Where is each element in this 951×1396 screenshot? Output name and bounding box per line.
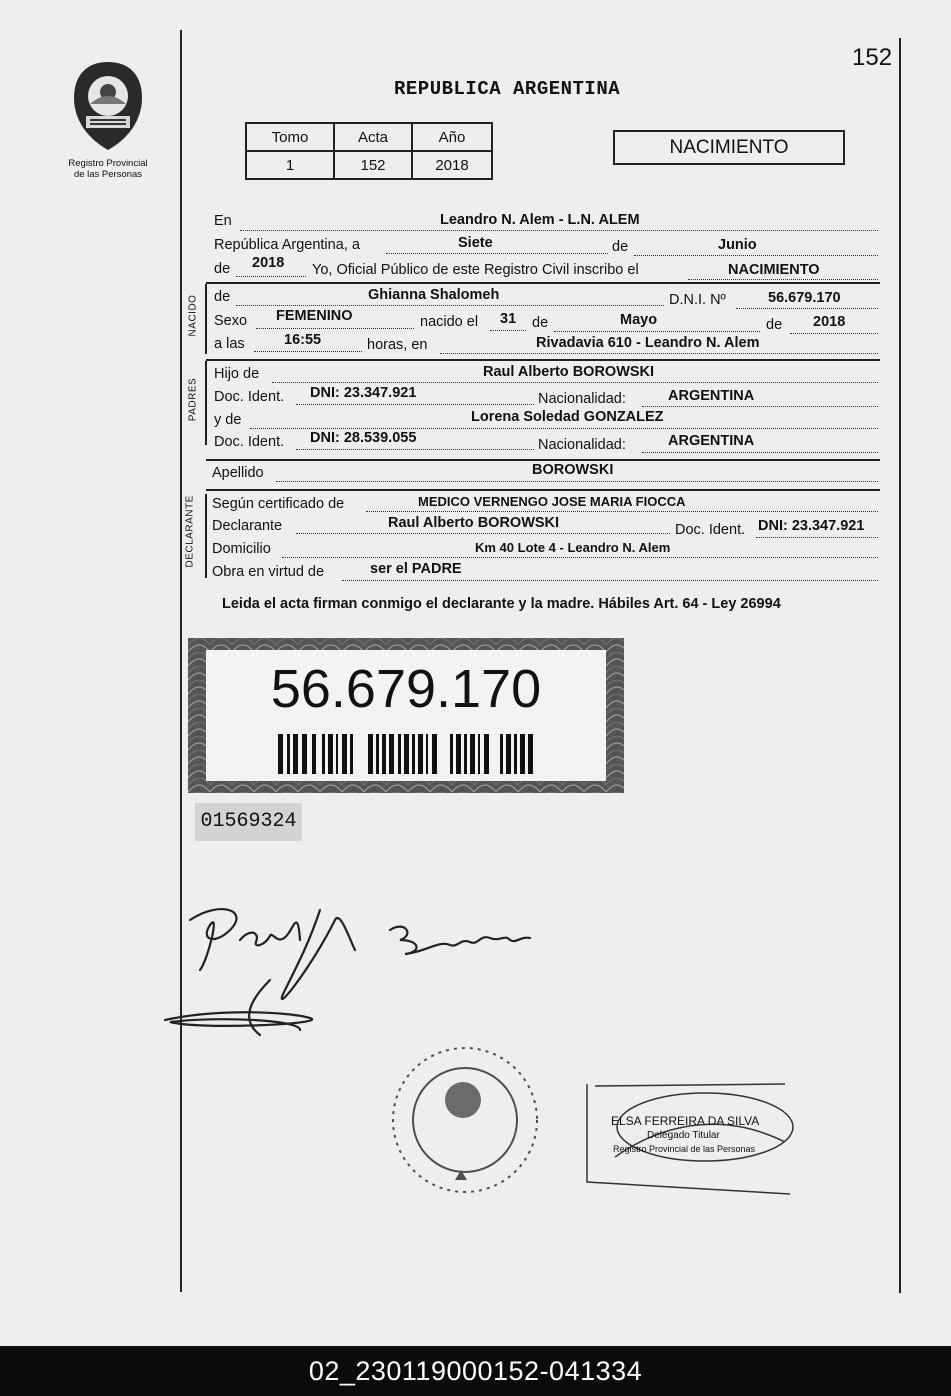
- declarante-section-label: DECLARANTE: [184, 495, 196, 568]
- declarante-doc: DNI: 23.347.921: [758, 518, 865, 534]
- dotted-line: [236, 276, 306, 277]
- obra-value: ser el PADRE: [370, 561, 462, 577]
- official-name-stamp: [585, 1082, 797, 1200]
- section-separator: [206, 359, 880, 361]
- closing-text: Leida el acta firman conmigo el declarante y la madre. Hábiles Art. 64 - Ley 26994: [222, 596, 781, 612]
- mother-doc-label: Doc. Ident.: [214, 434, 285, 450]
- en-value: Leandro N. Alem - L.N. ALEM: [440, 212, 640, 228]
- dotted-line: [756, 537, 878, 538]
- section-bracket: [205, 494, 207, 578]
- de-label-byear: de: [766, 317, 783, 333]
- mother-nationality: ARGENTINA: [668, 433, 755, 449]
- sexo-label: Sexo: [214, 313, 248, 329]
- document-title: REPUBLICA ARGENTINA: [394, 78, 621, 100]
- birth-day: 31: [500, 311, 517, 327]
- en-label: En: [214, 213, 232, 229]
- certificado-value: MEDICO VERNENGO JOSE MARIA FIOCCA: [418, 494, 686, 509]
- dotted-line: [254, 351, 362, 352]
- certificado-label: Según certificado de: [212, 496, 345, 512]
- dni-label: D.N.I. Nº: [669, 292, 726, 308]
- dotted-line: [440, 353, 878, 354]
- dni-sticker: [188, 638, 624, 793]
- official-role: Delegado Titular: [647, 1130, 720, 1141]
- day-value: Siete: [458, 235, 493, 251]
- hijo-label: Hijo de: [214, 366, 260, 382]
- table-header-tomo: Tomo: [246, 123, 334, 151]
- apellido-value: BOROWSKI: [532, 462, 614, 478]
- official-office: Registro Provincial de las Personas: [613, 1144, 756, 1154]
- declarant-signature: [160, 890, 580, 1060]
- domicilio-value: Km 40 Lote 4 - Leandro N. Alem: [475, 540, 671, 555]
- birth-time: 16:55: [284, 332, 322, 348]
- dotted-line: [282, 557, 878, 558]
- mother-nationality-label: Nacionalidad:: [538, 437, 626, 453]
- dotted-line: [256, 328, 414, 329]
- serial-number: 01569324: [195, 803, 302, 841]
- dotted-line: [236, 305, 664, 306]
- yo-label: Yo, Oficial Público de este Registro Civil inscribo el: [312, 262, 639, 278]
- de-label-month: de: [532, 315, 549, 331]
- father-name: Raul Alberto BOROWSKI: [483, 364, 655, 380]
- domicilio-label: Domicilio: [212, 541, 271, 557]
- birth-month: Mayo: [620, 312, 658, 328]
- dotted-line: [276, 481, 878, 482]
- padres-section-label: PADRES: [187, 377, 199, 422]
- section-separator: [206, 282, 880, 284]
- birth-place: Rivadavia 610 - Leandro N. Alem: [536, 335, 760, 351]
- dotted-line: [642, 452, 878, 453]
- de-label: de: [612, 239, 629, 255]
- dotted-line: [490, 330, 526, 331]
- declarante-value: Raul Alberto BOROWSKI: [388, 515, 560, 531]
- horas-label: horas, en: [367, 337, 428, 353]
- left-margin-line: [180, 30, 182, 1292]
- dotted-line: [240, 230, 878, 231]
- dotted-line: [634, 255, 878, 256]
- table-value-acta: 152: [334, 151, 412, 179]
- page-number: 152: [852, 44, 893, 71]
- logo-caption-line1: Registro Provincial: [68, 158, 148, 169]
- footer-id-bar: 02_230119000152-041334: [0, 1346, 951, 1396]
- record-type-box: NACIMIENTO: [613, 130, 845, 165]
- father-nationality-label: Nacionalidad:: [538, 391, 626, 407]
- official-name: ELSA FERREIRA DA SILVA: [611, 1114, 760, 1128]
- dotted-line: [736, 308, 878, 309]
- nacido-section-label: NACIDO: [187, 294, 199, 337]
- right-margin-line: [899, 38, 901, 1293]
- section-bracket: [205, 361, 207, 445]
- dotted-line: [386, 253, 608, 254]
- barcode-icon: [278, 734, 538, 774]
- dni-sticker-panel: [206, 650, 606, 781]
- obra-label: Obra en virtud de: [212, 564, 325, 580]
- stamp-frame-icon: [585, 1082, 797, 1200]
- table-header-acta: Acta: [334, 123, 412, 151]
- apellido-label: Apellido: [212, 465, 264, 481]
- nacido-el-label: nacido el: [420, 314, 479, 330]
- dotted-line: [342, 580, 878, 581]
- table-header-ano: Año: [412, 123, 492, 151]
- province-seal-icon: [68, 58, 148, 154]
- birth-year: 2018: [813, 314, 846, 330]
- father-nationality: ARGENTINA: [668, 388, 755, 404]
- month-value: Junio: [718, 237, 757, 253]
- logo-caption-line2: de las Personas: [73, 169, 143, 180]
- dotted-line: [688, 279, 878, 280]
- republica-label: República Argentina, a: [214, 237, 360, 253]
- dotted-line: [296, 404, 534, 405]
- dotted-line: [272, 382, 878, 383]
- inscribo-value: NACIMIENTO: [728, 262, 820, 278]
- registry-logo: [56, 58, 160, 180]
- de-label-name: de: [214, 289, 231, 305]
- sexo-value: FEMENINO: [276, 308, 353, 324]
- year-value: 2018: [252, 255, 285, 271]
- mother-doc: DNI: 28.539.055: [310, 430, 417, 446]
- declarante-label: Declarante: [212, 518, 283, 534]
- section-bracket: [205, 284, 207, 354]
- a-las-label: a las: [214, 336, 245, 352]
- record-table: [245, 122, 493, 180]
- de-label-year: de: [214, 261, 231, 277]
- dotted-line: [366, 511, 878, 512]
- child-dni: 56.679.170: [768, 290, 841, 306]
- dotted-line: [250, 428, 878, 429]
- dotted-line: [296, 449, 534, 450]
- father-doc-label: Doc. Ident.: [214, 389, 285, 405]
- dotted-line: [642, 406, 878, 407]
- child-name: Ghianna Shalomeh: [368, 287, 500, 303]
- dotted-line: [296, 533, 670, 534]
- dni-large-number: 56.679.170: [270, 659, 542, 719]
- section-separator: [206, 489, 880, 491]
- table-value-tomo: 1: [246, 151, 334, 179]
- section-separator: [206, 459, 880, 461]
- declarante-doc-label: Doc. Ident.: [675, 522, 746, 538]
- father-doc: DNI: 23.347.921: [310, 385, 417, 401]
- official-round-stamp: [385, 1040, 545, 1200]
- mother-name: Lorena Soledad GONZALEZ: [471, 409, 664, 425]
- dotted-line: [554, 331, 760, 332]
- table-value-ano: 2018: [412, 151, 492, 179]
- y-de-label: y de: [214, 412, 242, 428]
- dotted-line: [790, 333, 878, 334]
